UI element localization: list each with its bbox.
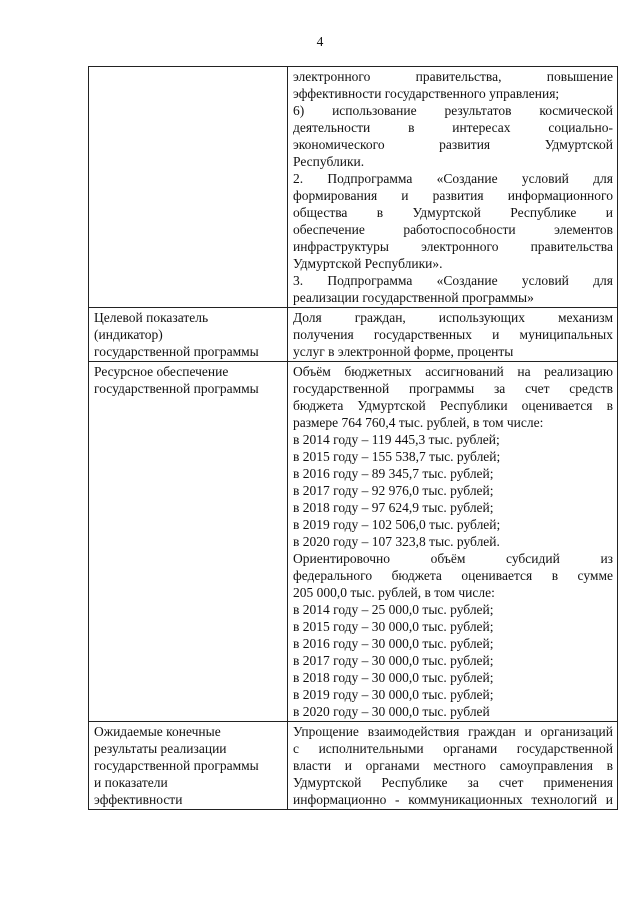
table-row (89, 362, 618, 722)
value-line: Ориентировочно объём субсидий из (293, 551, 613, 566)
label-line: Ожидаемые конечные (94, 724, 221, 739)
table-row (89, 67, 618, 308)
label-line: результаты реализации (94, 741, 227, 756)
value-line: в 2020 году – 107 323,8 тыс. рублей. (293, 534, 500, 549)
table-row (89, 308, 618, 362)
value-line: электронного правительства, повышение (293, 69, 613, 84)
value-line: формирования и развития информационного (293, 188, 613, 203)
table-row (89, 722, 618, 810)
value-line: в 2016 году – 89 345,7 тыс. рублей; (293, 466, 494, 481)
row-label-cell (89, 362, 288, 722)
value-line: в 2020 году – 30 000,0 тыс. рублей (293, 704, 490, 719)
label-line: государственной программы (94, 758, 259, 773)
value-line: Удмуртской Республики». (293, 256, 443, 271)
label-line: государственной программы (94, 344, 259, 359)
value-line: в 2018 году – 30 000,0 тыс. рублей; (293, 670, 494, 685)
value-line: государственной программы за счет средств (293, 381, 613, 396)
value-line: в 2015 году – 155 538,7 тыс. рублей; (293, 449, 501, 464)
value-line: в 2015 году – 30 000,0 тыс. рублей; (293, 619, 494, 634)
value-line: эффективности государственного управления; (293, 86, 560, 101)
value-line: Удмуртской Республике за счет применения (293, 775, 613, 790)
value-line: власти и органами местного самоуправления в (293, 758, 613, 773)
label-line: (индикатор) (94, 327, 163, 342)
page-number: 4 (316, 34, 324, 49)
value-line: реализации государственной программы» (293, 290, 534, 305)
row-label-cell (89, 722, 288, 810)
value-line: в 2014 году – 119 445,3 тыс. рублей; (293, 432, 500, 447)
value-line: деятельности в интересах социально- (293, 120, 613, 135)
value-line: бюджета Удмуртской Республики оценивается в (293, 398, 613, 413)
value-line: федерального бюджета оценивается в сумме (293, 568, 613, 583)
label-line: эффективности (94, 792, 183, 807)
value-line: 3. Подпрограмма «Создание условий для (293, 273, 613, 288)
value-line: общества в Удмуртской Республике и (293, 205, 613, 220)
value-line: в 2019 году – 102 506,0 тыс. рублей; (293, 517, 501, 532)
row-value-cell (288, 67, 618, 308)
label-line: Целевой показатель (94, 310, 209, 325)
value-line: в 2016 году – 30 000,0 тыс. рублей; (293, 636, 494, 651)
program-passport-table (88, 66, 618, 810)
value-line: 2. Подпрограмма «Создание условий для (293, 171, 613, 186)
value-line: Республики. (293, 154, 365, 169)
value-line: услуг в электронной форме, проценты (293, 344, 514, 359)
value-line: обеспечение работоспособности элементов (293, 222, 613, 237)
value-line: с исполнительными органами государственной (293, 741, 613, 756)
row-label-cell (89, 67, 288, 308)
row-value-cell (288, 722, 618, 810)
label-line: и показатели (94, 775, 168, 790)
value-line: в 2017 году – 30 000,0 тыс. рублей; (293, 653, 494, 668)
value-line: экономического развития Удмуртской (293, 137, 613, 152)
label-line: Ресурсное обеспечение (94, 364, 229, 379)
label-line: государственной программы (94, 381, 259, 396)
value-line: в 2017 году – 92 976,0 тыс. рублей; (293, 483, 494, 498)
row-label-cell (89, 308, 288, 362)
value-line: информационно - коммуникационных технологий и (293, 792, 613, 807)
value-line: в 2019 году – 30 000,0 тыс. рублей; (293, 687, 494, 702)
value-line: получения государственных и муниципальных (293, 327, 613, 342)
value-line: Упрощение взаимодействия граждан и организаций (293, 724, 613, 739)
value-line: в 2018 году – 97 624,9 тыс. рублей; (293, 500, 494, 515)
row-value-cell (288, 362, 618, 722)
value-line: в 2014 году – 25 000,0 тыс. рублей; (293, 602, 494, 617)
row-value-cell (288, 308, 618, 362)
value-line: Объём бюджетных ассигнований на реализацию (293, 364, 613, 379)
value-line: Доля граждан, использующих механизм (293, 310, 613, 325)
value-line: 6) использование результатов космической (293, 103, 613, 118)
value-line: 205 000,0 тыс. рублей, в том числе: (293, 585, 495, 600)
value-line: инфраструктуры электронного правительства (293, 239, 613, 254)
value-line: размере 764 760,4 тыс. рублей, в том числе: (293, 415, 544, 430)
